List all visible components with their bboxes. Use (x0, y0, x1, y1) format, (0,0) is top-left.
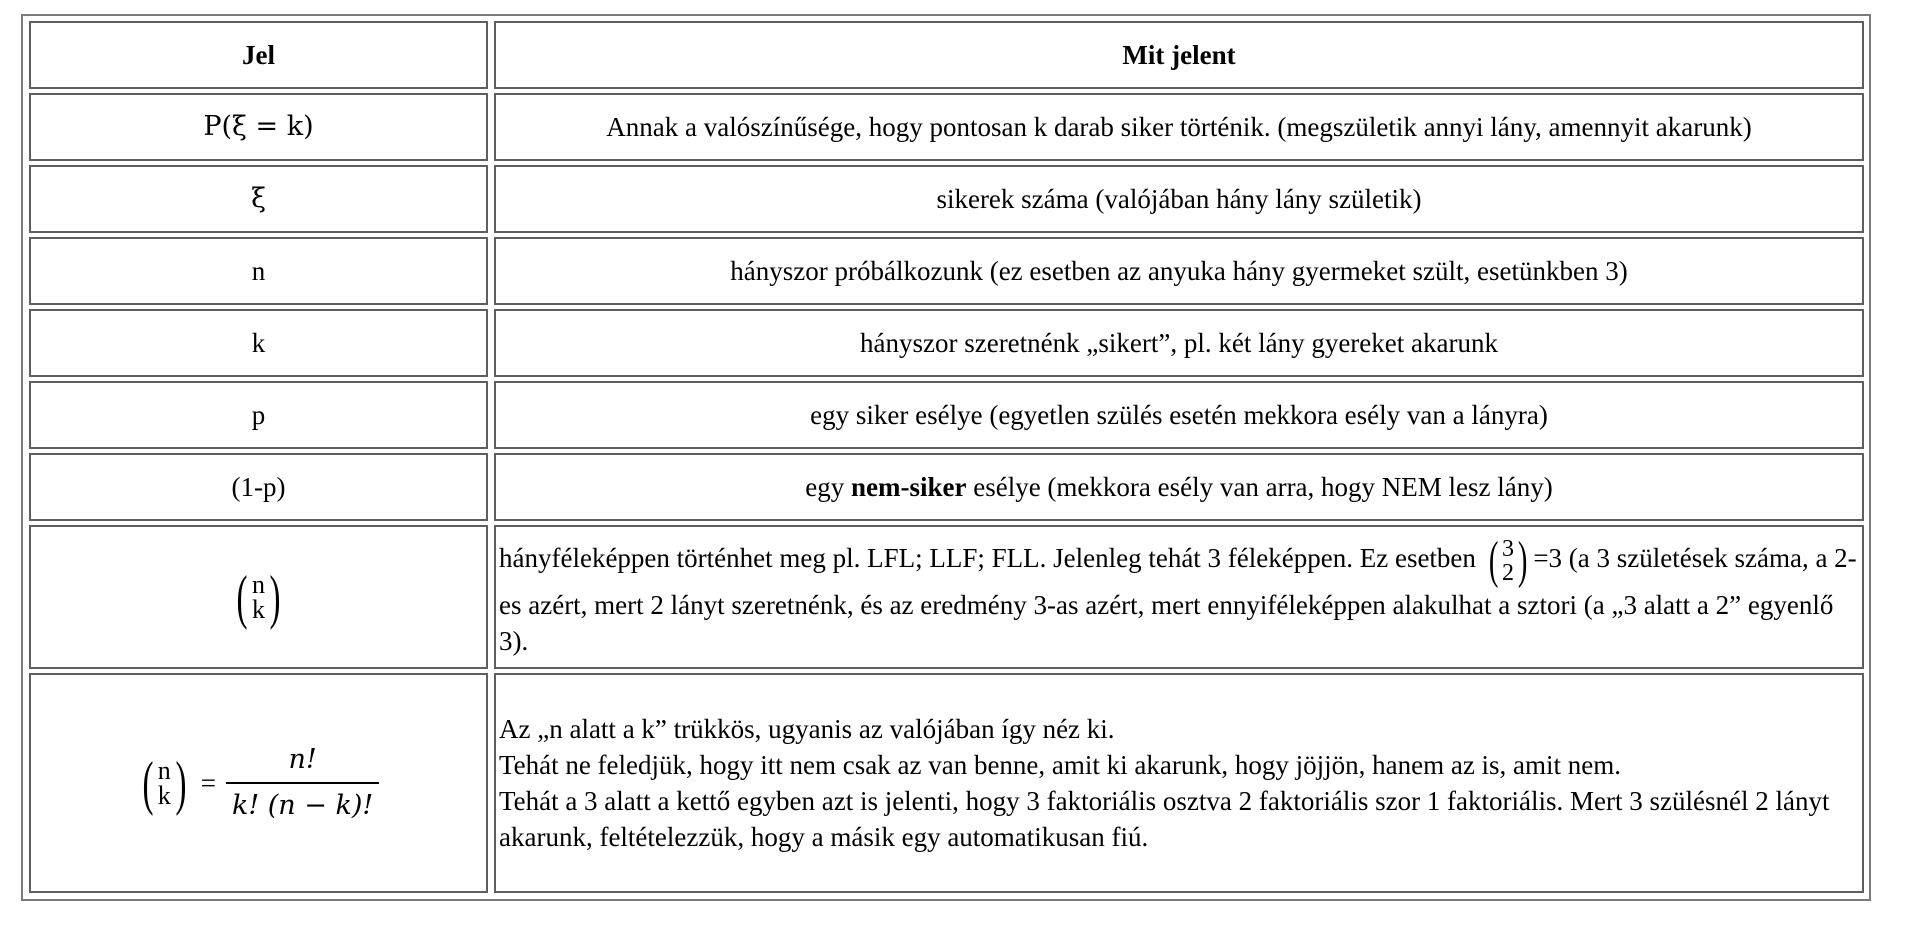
symbol-binomial-formula (29, 673, 488, 893)
binomial-coefficient: ( n k ) (236, 564, 281, 630)
equals-sign: = (200, 768, 216, 798)
meaning-post: esélye (mekkora esély van arra, hogy NEM lesz lány) (966, 472, 1553, 502)
binom-meaning-post: =3 (a 3 születések száma, a 2-es azért, mert 2 lányt szeretnénk, és az eredmény 3-as azért, mert ennyiféleképpen alakulhat a sztori (a „3 alatt a 2” egyenlő 3). (499, 543, 1857, 656)
header-mit-jelent: Mit jelent (494, 21, 1864, 89)
formula-binom-top: n (157, 756, 171, 785)
formula-line-2: Tehát ne feledjük, hogy itt nem csak az van benne, amit ki akarunk, hogy jöjjön, hanem az is, amit nem. (499, 750, 1622, 780)
symbol-binomial (29, 525, 488, 669)
meaning-bold: nem-siker (850, 472, 967, 502)
symbol-k: k (29, 309, 488, 377)
meaning-xi: sikerek száma (valójában hány lány születik) (494, 165, 1864, 233)
inline-binom-bottom: 2 (1502, 560, 1514, 586)
formula-line-3: Tehát a 3 alatt a kettő egyben azt is jelenti, hogy 3 faktoriális osztva 2 faktoriális szor 1 faktoriális. Mert 3 szülésnél 2 lányt akarunk, feltételezzük, hogy a másik egy automatikusan fiú. (499, 786, 1830, 852)
meaning-probability: Annak a valószínűsége, hogy pontosan k darab siker történik. (megszületik annyi lány, amennyit akarunk) (494, 93, 1864, 161)
notation-table (21, 14, 1871, 901)
binom-meaning-pre: hányféleképpen történhet meg pl. LFL; LLF; FLL. Jelenleg tehát 3 féleképpen. Ez esetben (499, 543, 1483, 574)
meaning-p: egy siker esélye (egyetlen szülés esetén mekkora esély van a lányra) (494, 381, 1864, 449)
inline-binom-top: 3 (1502, 536, 1514, 562)
meaning-binomial (494, 525, 1864, 669)
binomial-formula: ( n k ) = $\frac{n!}{k! (n - k)!}$ (138, 742, 379, 824)
meaning-binomial-formula (494, 673, 1864, 893)
header-jel: Jel (29, 21, 488, 89)
meaning-one-minus-p (494, 453, 1864, 521)
symbol-probability: P(ξ = k) (29, 93, 488, 161)
fraction (226, 742, 379, 824)
symbol-p: p (29, 381, 488, 449)
symbol-n: n (29, 237, 488, 305)
symbol-xi: ξ (29, 165, 488, 233)
formula-binom-bottom: k (157, 781, 171, 810)
fraction-numerator: n! (288, 744, 317, 775)
meaning-pre: egy (805, 472, 851, 502)
binom-bottom: k (252, 595, 265, 624)
meaning-n: hányszor próbálkozunk (ez esetben az anyuka hány gyermeket szült, esetünkben 3) (494, 237, 1864, 305)
symbol-one-minus-p: (1-p) (29, 453, 488, 521)
fraction-denominator: k! (n − k)! (226, 782, 379, 824)
meaning-k: hányszor szeretnénk „sikert”, pl. két lány gyereket akarunk (494, 309, 1864, 377)
inline-binomial: ( 3 2 ) (1488, 532, 1528, 589)
binom-top: n (252, 570, 265, 599)
formula-line-1: Az „n alatt a k” trükkös, ugyanis az valójában így néz ki. (499, 714, 1115, 744)
